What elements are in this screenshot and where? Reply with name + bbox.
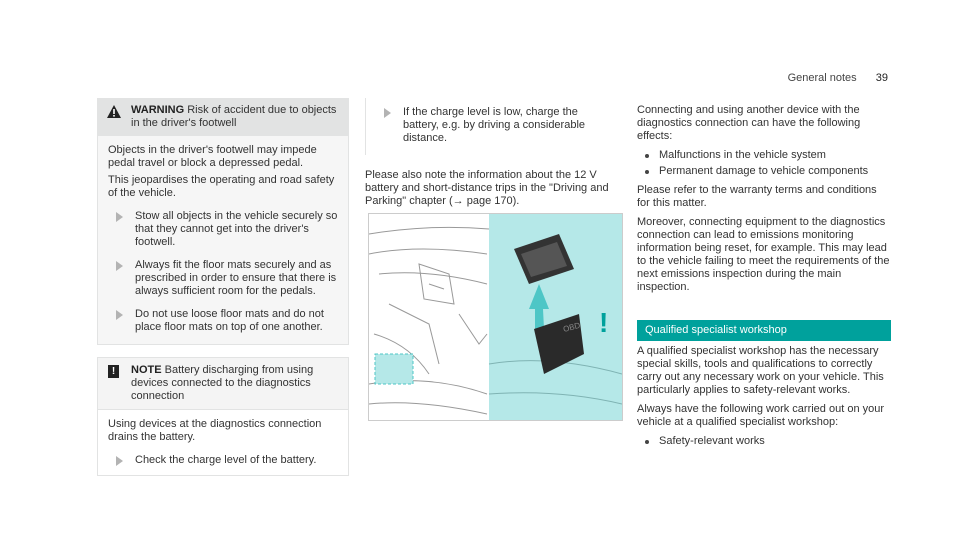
page-header [788,72,888,84]
page-number: 39 [875,72,888,84]
left-column [97,98,349,476]
warning-triangle-icon [107,105,121,118]
obd-label: OBD [562,320,582,334]
note-title: Battery discharging from using devices connected to the diagnostics connection [131,364,314,402]
note-paragraph: Using devices at the diagnostics connection drains the battery. [108,418,322,443]
alert-mark: ! [599,307,609,338]
warning-body [97,136,349,345]
warning-step [116,210,338,249]
note-step-text: Check the charge level of the battery. [135,454,317,466]
warning-header [97,98,349,136]
middle-column [365,98,621,208]
step-arrow-icon [384,108,391,118]
step-arrow-icon [116,456,123,466]
step-arrow-icon [116,310,123,320]
section-title: General notes [787,72,857,84]
warranty-paragraph: Please refer to the warranty terms and conditions for this matter. [637,184,877,209]
exclamation-icon: ! [108,365,119,378]
note-step [116,454,338,467]
location-marker [375,354,413,384]
warning-paragraph: Objects in the driver's footwell may impede pedal travel or block a depressed pedal. [108,144,317,169]
warning-step [116,308,338,334]
warning-step-text: Always fit the floor mats securely and as prescribed in order to ensure that there is always sufficient room for the pedals. [135,259,337,297]
warning-step-text: Stow all objects in the vehicle securely so that they cannot get into the driver's footwell. [135,210,338,248]
warning-title: Risk of accident due to objects in the driver's footwell [131,104,337,129]
diagnostics-connection-figure [368,213,623,421]
workshop-item: Safety-relevant works [645,435,891,448]
emissions-paragraph: Moreover, connecting equipment to the diagnostics connection can lead to emissions monitoring information being reset, for example. This may lead to the vehicle failing to meet the requirements of the next emissions inspection during the main inspection. [637,216,890,293]
step-arrow-icon [116,212,123,222]
effects-intro: Connecting and using another device with the diagnostics connection can have the following effects: [637,104,861,142]
note-body [97,410,349,476]
qualified-paragraph: A qualified specialist workshop has the necessary special skills, tools and qualifications to correctly carry out any necessary work on your vehicle. This particularly applies to safety-relevant works. [637,345,884,396]
battery-info-paragraph: Please also note the information about the 12 V battery and short-distance trips in the "Driving and Parking" chapter (→ page 170). [365,169,609,207]
effect-item: Malfunctions in the vehicle system [645,149,891,162]
note-label: NOTE [131,364,162,376]
effect-item: Permanent damage to vehicle components [645,165,891,178]
footwell-illustration [369,214,622,420]
qualified-paragraph: Always have the following work carried out on your vehicle at a qualified specialist workshop: [637,403,885,428]
note-step [384,106,596,145]
note-header [97,357,349,410]
warning-label: WARNING [131,104,185,116]
note-continued [365,98,606,155]
qualified-workshop-heading: Qualified specialist workshop [637,320,891,341]
step-arrow-icon [116,261,123,271]
right-column [637,104,891,448]
note-step-text: If the charge level is low, charge the battery, e.g. by driving a considerable distance. [403,106,586,144]
warning-step [116,259,338,298]
warning-step-text: Do not use loose floor mats and do not place floor mats on top of one another. [135,308,324,333]
warning-paragraph: This jeopardises the operating and road safety of the vehicle. [108,174,335,199]
